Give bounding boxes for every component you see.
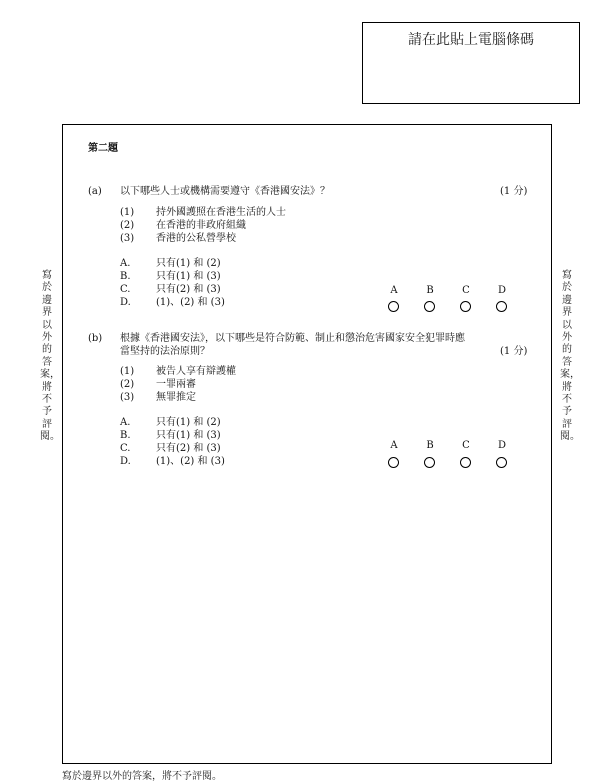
answer-bubble-a[interactable]	[388, 457, 399, 468]
question-text-line-1: 根據《香港國安法》，以下哪些是符合防範、制止和懲治危害國家安全犯罪時應	[120, 333, 465, 344]
option-letter: C.	[120, 443, 131, 454]
footer-margin-note: 寫於邊界以外的答案，將不予評閱。	[62, 771, 222, 782]
option-letter: D.	[120, 297, 131, 308]
statement-text: 一罪兩審	[156, 379, 196, 390]
answer-bubble-d[interactable]	[496, 457, 507, 468]
statement-number: (2)	[120, 220, 135, 231]
option-letter: C.	[120, 284, 131, 295]
question-marks: (1 分)	[500, 346, 528, 357]
statement-text: 香港的公私營學校	[156, 233, 236, 244]
question-marks: (1 分)	[500, 186, 528, 197]
choice-label-c: C	[462, 440, 470, 451]
option-text: 只有(1) 和 (3)	[156, 430, 221, 441]
option-text: 只有(1) 和 (3)	[156, 271, 221, 282]
option-text: (1)、(2) 和 (3)	[156, 456, 225, 467]
option-text: 只有(1) 和 (2)	[156, 417, 221, 428]
answer-bubble-c[interactable]	[460, 301, 471, 312]
option-text: 只有(1) 和 (2)	[156, 258, 221, 269]
left-margin-note: 寫於邊界以外的答案，將不予評閱。	[40, 270, 60, 443]
statement-text: 被告人享有辯護權	[156, 366, 236, 377]
statement-text: 無罪推定	[156, 392, 196, 403]
option-text: (1)、(2) 和 (3)	[156, 297, 225, 308]
option-text: 只有(2) 和 (3)	[156, 443, 221, 454]
statement-number: (1)	[120, 366, 135, 377]
statement-text: 在香港的非政府組織	[156, 220, 246, 231]
right-margin-note: 寫於邊界以外的答案，將不予評閱。	[560, 270, 580, 443]
choice-label-b: B	[426, 285, 434, 296]
answer-bubble-c[interactable]	[460, 457, 471, 468]
option-letter: A.	[120, 258, 131, 269]
choice-label-d: D	[497, 285, 507, 296]
answer-bubble-b[interactable]	[424, 301, 435, 312]
statement-number: (3)	[120, 233, 135, 244]
choice-label-c: C	[462, 285, 470, 296]
choice-label-b: B	[426, 440, 434, 451]
question-label: (a)	[88, 186, 102, 197]
statement-text: 持外國護照在香港生活的人士	[156, 207, 286, 218]
option-text: 只有(2) 和 (3)	[156, 284, 221, 295]
statement-number: (3)	[120, 392, 135, 403]
barcode-label: 請在此貼上電腦條碼	[408, 32, 534, 48]
answer-frame	[62, 124, 552, 764]
option-letter: A.	[120, 417, 131, 428]
choice-label-d: D	[497, 440, 507, 451]
option-letter: B.	[120, 271, 131, 282]
answer-bubble-b[interactable]	[424, 457, 435, 468]
question-text: 以下哪些人士或機構需要遵守《香港國安法》？	[120, 186, 330, 197]
question-text-line-2: 當堅持的法治原則？	[120, 346, 210, 357]
option-letter: B.	[120, 430, 131, 441]
statement-number: (1)	[120, 207, 135, 218]
section-title: 第二題	[88, 143, 118, 154]
statement-number: (2)	[120, 379, 135, 390]
choice-label-a: A	[390, 440, 398, 451]
answer-bubble-d[interactable]	[496, 301, 507, 312]
answer-bubble-a[interactable]	[388, 301, 399, 312]
barcode-label-box	[362, 22, 580, 104]
choice-label-a: A	[390, 285, 398, 296]
question-label: (b)	[88, 333, 103, 344]
option-letter: D.	[120, 456, 131, 467]
